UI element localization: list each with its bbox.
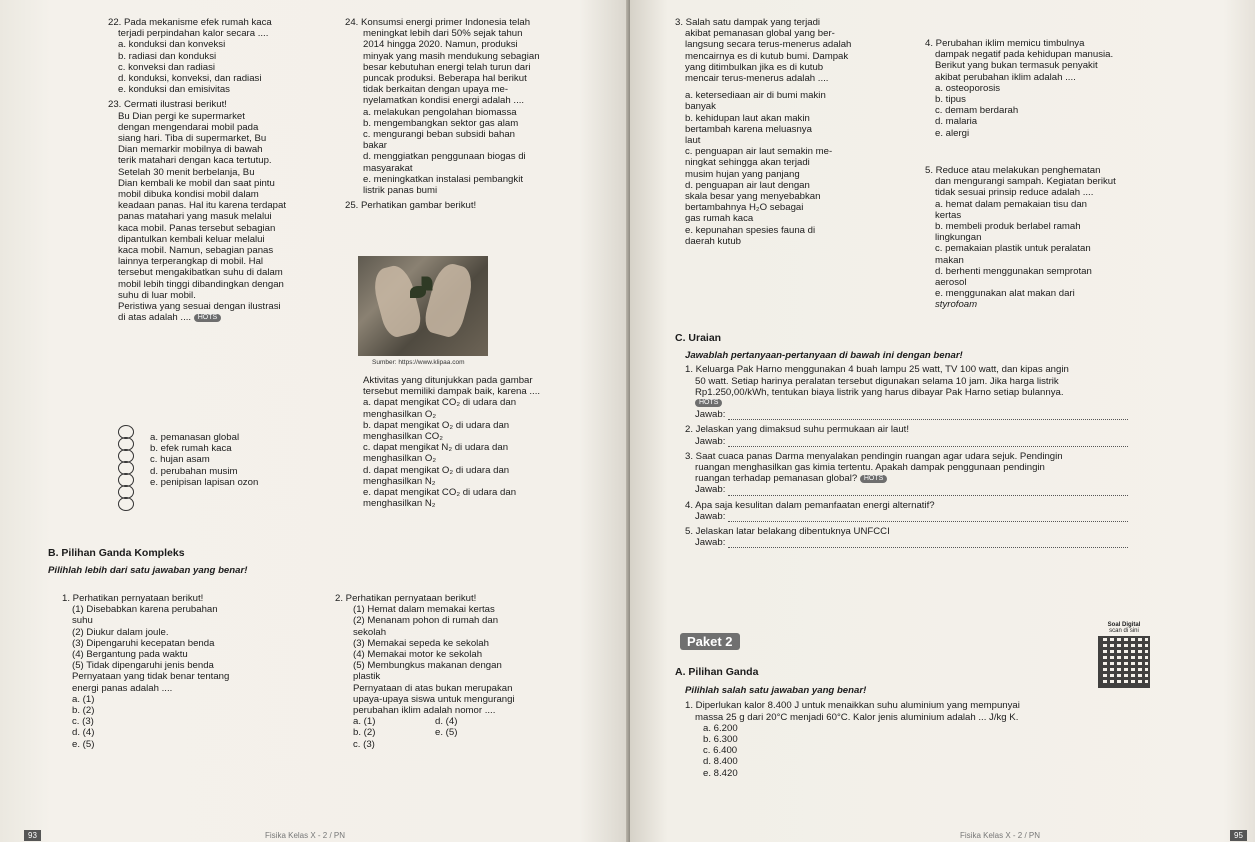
option-d[interactable]: d. konduksi, konveksi, dan radiasi xyxy=(118,73,262,85)
option-a[interactable]: a. (1) xyxy=(72,693,95,705)
option-b[interactable]: b. (2) xyxy=(353,727,376,739)
question-text: 1. Keluarga Pak Harno menggunakan 4 buah lampu 25 watt, TV 100 watt, dan kipas angin xyxy=(685,364,1069,376)
question-text: tidak berkaitan dengan upaya me- xyxy=(363,84,509,96)
question-text: dipantulkan kembali keluar melalui xyxy=(118,233,265,245)
statement: (4) Bergantung pada waktu xyxy=(72,649,188,661)
question-5 xyxy=(925,165,1165,311)
option-c-cont: musim hujan yang panjang xyxy=(685,168,800,180)
option-d[interactable]: d. perubahan musim xyxy=(150,465,238,477)
option-c[interactable]: c. penguapan air laut semakin me- xyxy=(685,146,833,158)
option-e-cont: styrofoam xyxy=(935,299,978,311)
question-text: 1. Diperlukan kalor 8.400 J untuk menaikkan suhu aluminium yang mempunyai xyxy=(685,700,1020,712)
statement: (5) Tidak dipengaruhi jenis benda xyxy=(72,660,214,672)
question-text: di atas adalah .... xyxy=(118,312,192,324)
option-b[interactable]: b. tipus xyxy=(935,94,966,106)
question-text: minyak yang masih mendukung sebagian xyxy=(363,50,540,62)
answer-field[interactable] xyxy=(728,538,1128,548)
question-text: 1. Perhatikan pernyataan berikut! xyxy=(62,593,204,604)
essay-4 xyxy=(675,500,1215,522)
statement: (5) Membungkus makanan dengan xyxy=(353,660,502,672)
option-a[interactable]: a. 6.200 xyxy=(703,722,738,734)
option-b-cont: menghasilkan CO₂ xyxy=(363,431,443,443)
option-b[interactable]: b. membeli produk berlabel ramah xyxy=(935,221,1081,233)
section-instruction: Jawablah pertanyaan-pertanyaan di bawah ini dengan benar! xyxy=(685,350,963,362)
option-c-cont: makan xyxy=(935,254,964,266)
option-d[interactable]: d. berhenti menggunakan semprotan xyxy=(935,265,1092,277)
answer-field[interactable] xyxy=(728,437,1128,447)
question-text: dan mengurangi sampah. Kegiatan berikut xyxy=(935,176,1116,188)
left-column-2 xyxy=(345,17,613,211)
right-page xyxy=(630,0,1255,842)
option-e-cont: menghasilkan N₂ xyxy=(363,498,436,510)
hots-badge: HOTS xyxy=(194,314,221,322)
option-b[interactable]: b. (2) xyxy=(72,705,95,717)
essay-2 xyxy=(675,424,1215,446)
essay-5 xyxy=(675,526,1215,548)
option-e[interactable]: e. menggunakan alat makan dari xyxy=(935,288,1075,300)
option-d-cont: menghasilkan N₂ xyxy=(363,475,436,487)
hots-badge: HOTS xyxy=(695,399,722,407)
question-24 xyxy=(345,17,613,196)
question-text: tidak sesuai prinsip reduce adalah .... xyxy=(935,187,1094,199)
answer-label: Jawab: xyxy=(695,537,726,549)
option-c[interactable]: c. hujan asam xyxy=(150,454,210,466)
question-text: 23. Cermati ilustrasi berikut! xyxy=(108,99,227,111)
option-b[interactable]: b. efek rumah kaca xyxy=(150,443,232,455)
question-text: 50 watt. Setiap harinya peralatan tersebut digunakan selama 10 jam. Jika harga listrik xyxy=(695,375,1059,387)
option-e[interactable]: e. penipisan lapisan ozon xyxy=(150,476,259,488)
option-c[interactable]: c. konveksi dan radiasi xyxy=(118,61,216,73)
question-4 xyxy=(925,38,1165,139)
option-a[interactable]: a. dapat mengikat CO₂ di udara dan xyxy=(363,397,517,409)
option-b-cont: lingkungan xyxy=(935,232,982,244)
option-b[interactable]: b. kehidupan laut akan makin xyxy=(685,112,810,124)
bubble-icon xyxy=(118,497,134,511)
question-text: mencair terus-menerus adalah .... xyxy=(685,73,829,85)
question-text: perubahan iklim adalah nomor .... xyxy=(353,705,496,717)
question-a1 xyxy=(675,700,1195,778)
question-text: yang ditimbulkan jika es di kutub xyxy=(685,61,824,73)
option-c[interactable]: c. demam berdarah xyxy=(935,105,1019,117)
option-e[interactable]: e. kepunahan spesies fauna di xyxy=(685,224,816,236)
question-text: Rp1.250,00/kWh, tentukan biaya listrik yang harus dibayar Pak Harno setiap bulannya. xyxy=(695,386,1064,398)
page-number: 93 xyxy=(24,830,41,841)
statement: (2) Menanam pohon di rumah dan xyxy=(353,615,499,627)
question-text: mencairnya es di kutub bumi. Dampak xyxy=(685,50,849,62)
question-text: suhu di luar mobil. xyxy=(118,289,196,301)
question-22 xyxy=(108,17,340,95)
essay-1 xyxy=(675,364,1215,420)
section-title: C. Uraian xyxy=(675,332,722,344)
question-text: besar kebutuhan energi telah turun dari xyxy=(363,61,531,73)
question-text: akibat pemanasan global yang ber- xyxy=(685,28,835,40)
section-c xyxy=(675,333,1215,552)
question-text: 4. Perubahan iklim memicu timbulnya xyxy=(925,38,1085,49)
question-b1 xyxy=(62,593,327,750)
option-c[interactable]: c. (3) xyxy=(353,738,375,750)
question-text: Aktivitas yang ditunjukkan pada gambar xyxy=(363,375,533,386)
option-c[interactable]: c. mengurangi beban subsidi bahan xyxy=(363,129,516,141)
option-e[interactable]: e. meningkatkan instalasi pembangkit xyxy=(363,173,523,185)
option-d-cont: skala besar yang menyebabkan xyxy=(685,191,821,203)
option-d-cont: aerosol xyxy=(935,277,967,289)
essay-3 xyxy=(675,451,1215,496)
option-b[interactable]: b. 6.300 xyxy=(703,734,738,746)
option-d-cont: gas rumah kaca xyxy=(685,213,754,225)
answer-label: Jawab: xyxy=(695,510,726,522)
hots-badge: HOTS xyxy=(860,475,887,483)
statement: sekolah xyxy=(353,626,387,638)
question-text: Dian kembali ke mobil dan saat pintu xyxy=(118,177,275,189)
question-text: 2014 hingga 2020. Namun, produksi xyxy=(363,39,518,51)
option-e[interactable]: e. konduksi dan emisivitas xyxy=(118,84,230,96)
question-text: dengan mengendarai mobil pada xyxy=(118,121,259,133)
question-text: keadaan panas. Hal itu karena terdapat xyxy=(118,200,287,212)
question-3 xyxy=(675,17,900,247)
statement: (3) Memakai sepeda ke sekolah xyxy=(353,637,489,649)
question-text: lainnya terperangkap di mobil. Hal xyxy=(118,256,264,268)
option-d-cont: masyarakat xyxy=(363,162,413,174)
question-text: terik matahari dengan kaca tertutup. xyxy=(118,155,272,167)
option-d[interactable]: d. 8.400 xyxy=(703,756,738,768)
option-a[interactable]: a. ketersediaan air di bumi makin xyxy=(685,90,826,102)
option-c[interactable]: c. pemakaian plastik untuk peralatan xyxy=(935,243,1091,255)
statement: (4) Memakai motor ke sekolah xyxy=(353,649,483,661)
qr-label: Soal Digital xyxy=(1107,622,1141,628)
option-e[interactable]: e. (5) xyxy=(72,738,95,750)
option-b[interactable]: b. dapat mengikat O₂ di udara dan xyxy=(363,419,510,431)
question-text: terjadi perpindahan kalor secara .... xyxy=(118,28,269,40)
qr-sublabel: scan di sini xyxy=(1109,628,1139,634)
page-footer: Fisika Kelas X - 2 / PN xyxy=(265,831,346,840)
option-a[interactable]: a. hemat dalam pemakaian tisu dan xyxy=(935,198,1087,210)
question-text: Berikut yang bukan termasuk penyakit xyxy=(935,60,1098,72)
question-text: siang hari. Tiba di supermarket, Bu xyxy=(118,133,267,145)
question-text: kaca mobil. Panas tersebut sebagian xyxy=(118,222,276,234)
question-23-options xyxy=(140,432,340,488)
question-text: mobil lebih tinggi dibandingkan dengan xyxy=(118,278,284,290)
option-e-cont: listrik panas bumi xyxy=(363,185,438,197)
question-text: meningkat lebih dari 50% sejak tahun xyxy=(363,28,523,40)
option-d[interactable]: d. malaria xyxy=(935,116,978,128)
question-text: Peristiwa yang sesuai dengan ilustrasi xyxy=(118,301,281,313)
option-a-cont: kertas xyxy=(935,209,962,221)
question-text: ruangan terhadap pemanasan global? xyxy=(695,473,858,485)
hand-shape xyxy=(421,260,476,339)
question-text: tersebut mengakibatkan suhu di dalam xyxy=(118,267,283,279)
question-25-body xyxy=(345,375,613,509)
option-e[interactable]: e. 8.420 xyxy=(703,767,738,779)
option-a[interactable]: a. (1) xyxy=(353,716,376,728)
question-text: tersebut memiliki dampak baik, karena .... xyxy=(363,386,541,398)
question-text: Bu Dian pergi ke supermarket xyxy=(118,110,245,122)
question-text: energi panas adalah .... xyxy=(72,682,173,694)
page-number: 95 xyxy=(1230,830,1247,841)
question-text: kaca mobil. Namun, sebagian panas xyxy=(118,245,274,257)
option-c-cont: bakar xyxy=(363,140,387,152)
option-e[interactable]: e. alergi xyxy=(935,127,970,139)
option-d[interactable]: d. (4) xyxy=(72,727,95,739)
section-instruction: Pilihlah lebih dari satu jawaban yang benar! xyxy=(48,565,248,577)
section-a xyxy=(675,667,1195,783)
question-text: upaya-upaya siswa untuk mengurangi xyxy=(353,693,515,705)
option-a[interactable]: a. osteoporosis xyxy=(935,82,1001,94)
option-c-cont: menghasilkan O₂ xyxy=(363,453,437,465)
section-b-header xyxy=(48,548,608,576)
statement: suhu xyxy=(72,615,93,627)
statement: (3) Dipengaruhi kecepatan benda xyxy=(72,637,215,649)
question-text: langsung secara terus-menerus adalah xyxy=(685,39,852,51)
option-b-cont: bertambah karena meluasnya xyxy=(685,123,812,135)
option-b[interactable]: b. mengembangkan sektor gas alam xyxy=(363,117,519,129)
question-text: 24. Konsumsi energi primer Indonesia telah xyxy=(345,17,531,28)
option-d[interactable]: d. dapat mengikat O₂ di udara dan xyxy=(363,464,510,476)
option-a[interactable]: a. konduksi dan konveksi xyxy=(118,39,226,51)
option-c-cont: ningkat sehingga akan terjadi xyxy=(685,157,810,169)
question-23 xyxy=(108,99,340,323)
option-b[interactable]: b. radiasi dan konduksi xyxy=(118,50,217,62)
question-text: 2. Jelaskan yang dimaksud suhu permukaan air laut! xyxy=(685,424,909,436)
option-bubbles xyxy=(118,425,134,509)
leaf-shape xyxy=(422,277,433,291)
tree-planting-photo xyxy=(358,256,488,356)
section-title: B. Pilihan Ganda Kompleks xyxy=(48,547,185,559)
question-text: panas matahari yang masuk melalui xyxy=(118,211,272,223)
statement: plastik xyxy=(353,671,381,683)
question-text: Dian memarkir mobilnya di bawah xyxy=(118,144,263,156)
option-d[interactable]: d. penguapan air laut dengan xyxy=(685,179,810,191)
question-b2 xyxy=(335,593,605,750)
option-c[interactable]: c. (3) xyxy=(72,716,94,728)
left-column-1 xyxy=(108,17,340,327)
option-c[interactable]: c. 6.400 xyxy=(703,745,738,757)
section-instruction: Pilihlah salah satu jawaban yang benar! xyxy=(685,685,867,697)
option-a-cont: banyak xyxy=(685,101,716,113)
question-text: Setelah 30 menit berbelanja, Bu xyxy=(118,166,255,178)
question-text: 5. Reduce atau melakukan penghematan xyxy=(925,165,1101,176)
option-d[interactable]: d. menggiatkan penggunaan biogas di xyxy=(363,151,526,163)
question-text: 2. Perhatikan pernyataan berikut! xyxy=(335,593,477,604)
answer-field[interactable] xyxy=(728,410,1128,420)
question-text: Pernyataan di atas bukan merupakan xyxy=(353,682,513,694)
question-text: massa 25 g dari 20°C menjadi 60°C. Kalor jenis aluminium adalah ... J/kg K. xyxy=(695,711,1019,723)
question-text: 22. Pada mekanisme efek rumah kaca xyxy=(108,17,272,28)
statement: (1) Disebabkan karena perubahan xyxy=(72,604,218,616)
question-25-text: 25. Perhatikan gambar berikut! xyxy=(345,200,477,212)
question-text: puncak produksi. Beberapa hal berikut xyxy=(363,73,527,85)
paket-2-label: Paket 2 xyxy=(680,633,740,650)
question-text: 3. Salah satu dampak yang terjadi xyxy=(675,17,821,28)
question-text: 3. Saat cuaca panas Darma menyalakan pendingin ruangan agar udara sejuk. Pendingin xyxy=(685,450,1063,462)
question-text: 4. Apa saja kesulitan dalam pemanfaatan energi alternatif? xyxy=(685,499,935,511)
page-footer: Fisika Kelas X - 2 / PN xyxy=(960,831,1041,840)
hand-shape xyxy=(370,262,425,339)
option-a-cont: menghasilkan O₂ xyxy=(363,408,437,420)
option-e[interactable]: e. (5) xyxy=(435,727,458,739)
question-text: Pernyataan yang tidak benar tentang xyxy=(72,671,230,683)
answer-label: Jawab: xyxy=(695,435,726,447)
question-text: mobil dibuka kondisi mobil dalam xyxy=(118,189,259,201)
option-c[interactable]: c. dapat mengikat N₂ di udara dan xyxy=(363,442,509,454)
statement: (2) Diukur dalam joule. xyxy=(72,626,169,638)
option-d[interactable]: d. (4) xyxy=(435,716,458,728)
question-text: 5. Jelaskan latar belakang dibentuknya UNFCCI xyxy=(685,526,890,538)
option-e-cont: daerah kutub xyxy=(685,235,742,247)
answer-field[interactable] xyxy=(728,486,1128,496)
option-a[interactable]: a. pemanasan global xyxy=(150,432,240,443)
question-text: nyelamatkan kondisi energi adalah .... xyxy=(363,95,525,107)
question-text: akibat perubahan iklim adalah .... xyxy=(935,71,1076,83)
answer-label: Jawab: xyxy=(695,409,726,421)
question-text: dampak negatif pada kehidupan manusia. xyxy=(935,49,1114,61)
statement: (1) Hemat dalam memakai kertas xyxy=(353,604,495,616)
option-b-cont: laut xyxy=(685,135,701,147)
option-e[interactable]: e. dapat mengikat CO₂ di udara dan xyxy=(363,487,517,499)
photo-caption: Sumber: https://www.klipaa.com xyxy=(372,359,465,366)
option-d-cont: bertambahnya H₂O sebagai xyxy=(685,202,804,214)
question-text: ruangan menghasilkan gas kimia tertentu. Apakah dampak penggunaan pendingin xyxy=(695,462,1045,474)
answer-field[interactable] xyxy=(728,512,1128,522)
answer-label: Jawab: xyxy=(695,484,726,496)
section-title: A. Pilihan Ganda xyxy=(675,666,759,678)
option-a[interactable]: a. melakukan pengolahan biomassa xyxy=(363,106,517,118)
